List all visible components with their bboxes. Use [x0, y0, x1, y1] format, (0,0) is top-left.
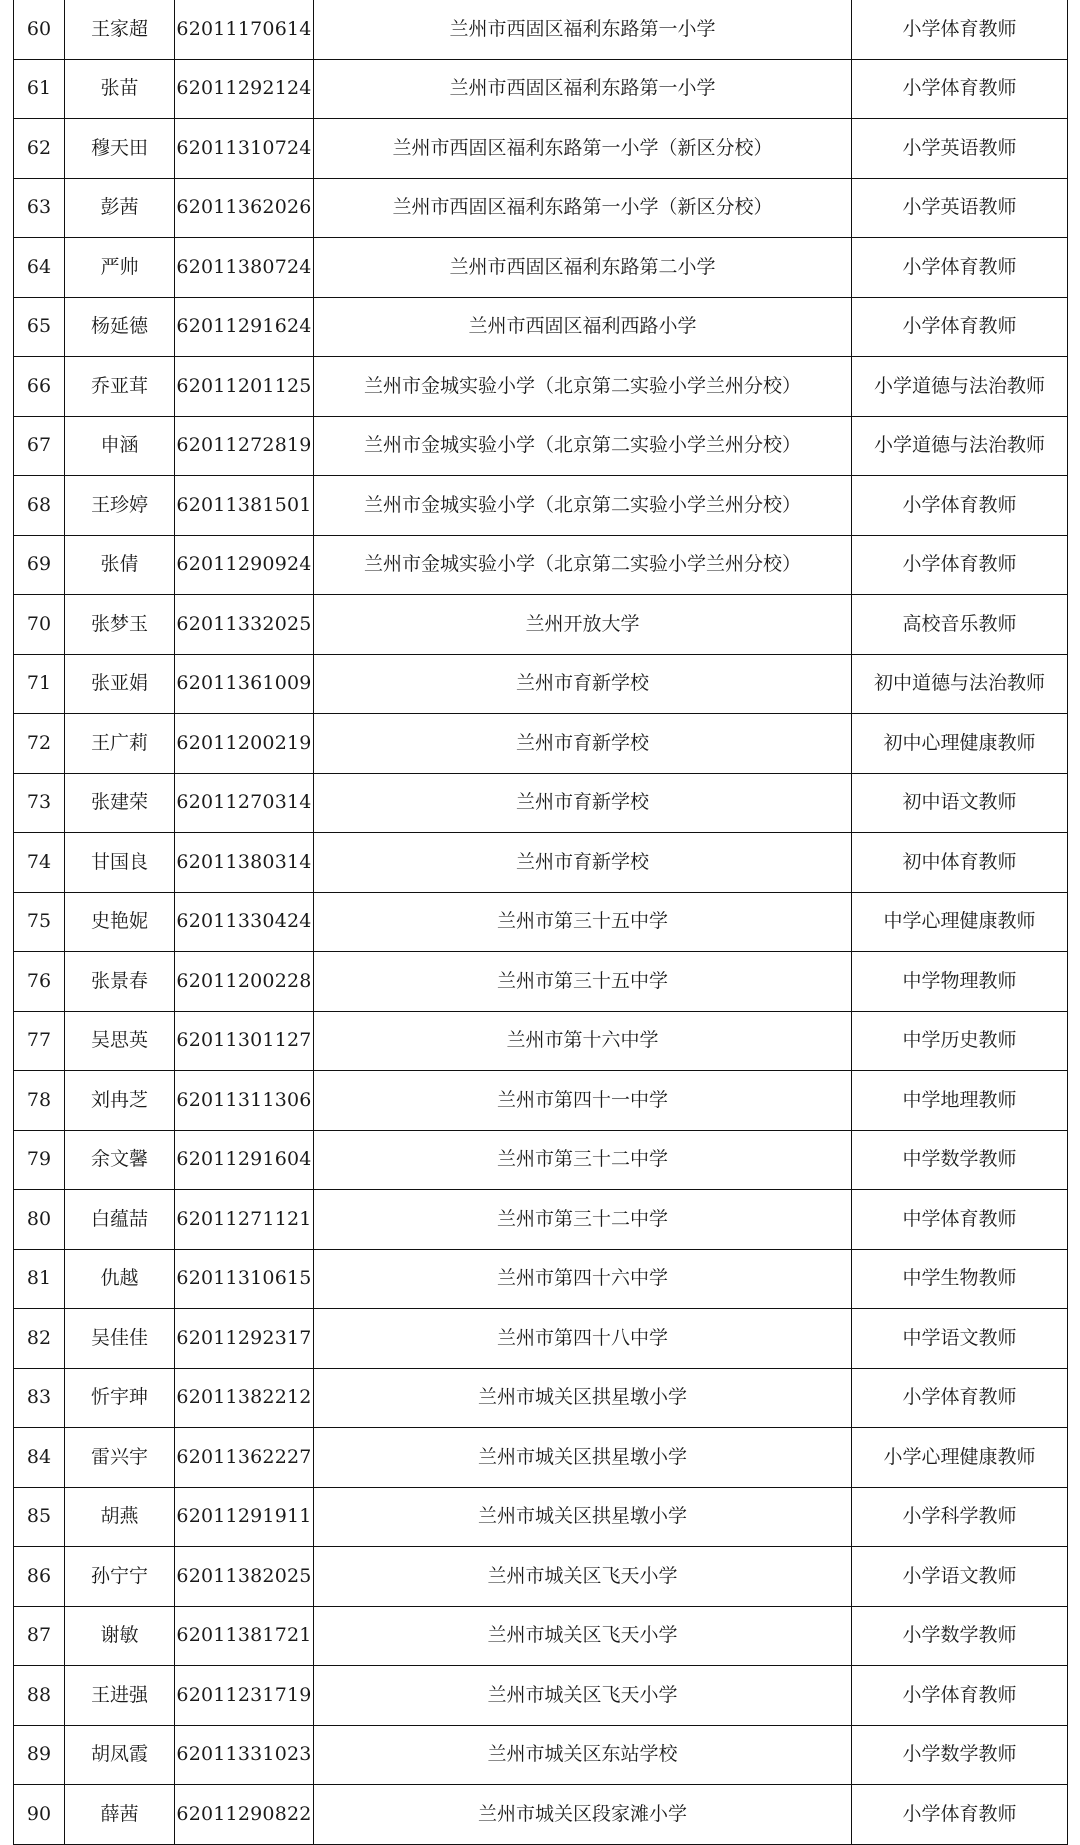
row-number-cell: 85 [14, 1487, 65, 1547]
position-cell: 小学体育教师 [852, 476, 1068, 536]
row-number-cell: 90 [14, 1785, 65, 1845]
row-number-cell: 72 [14, 714, 65, 774]
name-cell: 余文馨 [65, 1130, 175, 1190]
school-cell: 兰州市西固区福利东路第一小学（新区分校） [314, 178, 852, 238]
exam-id-cell: 62011361009 [175, 654, 314, 714]
table-row [14, 0, 1068, 59]
position-cell: 初中道德与法治教师 [852, 654, 1068, 714]
exam-id-cell: 62011291911 [175, 1487, 314, 1547]
school-cell: 兰州市城关区飞天小学 [314, 1606, 852, 1666]
exam-id-cell: 62011301127 [175, 1011, 314, 1071]
school-cell: 兰州市城关区飞天小学 [314, 1666, 852, 1726]
school-cell: 兰州市金城实验小学（北京第二实验小学兰州分校） [314, 476, 852, 536]
position-cell: 小学体育教师 [852, 297, 1068, 357]
row-number-cell: 63 [14, 178, 65, 238]
exam-id-cell: 62011380314 [175, 833, 314, 893]
name-cell: 穆天田 [65, 119, 175, 179]
position-cell: 小学道德与法治教师 [852, 357, 1068, 417]
table-row [14, 238, 1068, 298]
name-cell: 雷兴宇 [65, 1428, 175, 1488]
table-row [14, 1309, 1068, 1369]
row-number-cell: 68 [14, 476, 65, 536]
table-row [14, 119, 1068, 179]
name-cell: 胡燕 [65, 1487, 175, 1547]
table-row [14, 476, 1068, 536]
table-row [14, 59, 1068, 119]
exam-id-cell: 62011380724 [175, 238, 314, 298]
exam-id-cell: 62011382025 [175, 1547, 314, 1607]
school-cell: 兰州市城关区飞天小学 [314, 1547, 852, 1607]
row-number-cell: 69 [14, 535, 65, 595]
name-cell: 王广莉 [65, 714, 175, 774]
table-row [14, 1547, 1068, 1607]
candidate-table [13, 0, 1068, 1845]
row-number-cell: 88 [14, 1666, 65, 1726]
row-number-cell: 60 [14, 0, 65, 59]
position-cell: 小学道德与法治教师 [852, 416, 1068, 476]
position-cell: 中学语文教师 [852, 1309, 1068, 1369]
row-number-cell: 77 [14, 1011, 65, 1071]
school-cell: 兰州市育新学校 [314, 714, 852, 774]
row-number-cell: 86 [14, 1547, 65, 1607]
row-number-cell: 62 [14, 119, 65, 179]
table-row [14, 833, 1068, 893]
school-cell: 兰州市第四十一中学 [314, 1071, 852, 1131]
position-cell: 小学体育教师 [852, 0, 1068, 59]
position-cell: 小学体育教师 [852, 1368, 1068, 1428]
exam-id-cell: 62011201125 [175, 357, 314, 417]
name-cell: 薛茜 [65, 1785, 175, 1845]
exam-id-cell: 62011270314 [175, 773, 314, 833]
name-cell: 乔亚茸 [65, 357, 175, 417]
position-cell: 中学地理教师 [852, 1071, 1068, 1131]
name-cell: 吴思英 [65, 1011, 175, 1071]
row-number-cell: 67 [14, 416, 65, 476]
position-cell: 小学心理健康教师 [852, 1428, 1068, 1488]
position-cell: 初中心理健康教师 [852, 714, 1068, 774]
row-number-cell: 66 [14, 357, 65, 417]
exam-id-cell: 62011291604 [175, 1130, 314, 1190]
exam-id-cell: 62011362026 [175, 178, 314, 238]
school-cell: 兰州市第三十二中学 [314, 1190, 852, 1250]
position-cell: 小学体育教师 [852, 535, 1068, 595]
school-cell: 兰州市西固区福利东路第一小学 [314, 59, 852, 119]
row-number-cell: 61 [14, 59, 65, 119]
table-row [14, 357, 1068, 417]
exam-id-cell: 62011332025 [175, 595, 314, 655]
position-cell: 中学物理教师 [852, 952, 1068, 1012]
position-cell: 小学数学教师 [852, 1606, 1068, 1666]
name-cell: 张梦玉 [65, 595, 175, 655]
position-cell: 小学体育教师 [852, 59, 1068, 119]
school-cell: 兰州市城关区拱星墩小学 [314, 1487, 852, 1547]
table-row [14, 416, 1068, 476]
exam-id-cell: 62011331023 [175, 1725, 314, 1785]
name-cell: 刘冉芝 [65, 1071, 175, 1131]
school-cell: 兰州开放大学 [314, 595, 852, 655]
school-cell: 兰州市金城实验小学（北京第二实验小学兰州分校） [314, 357, 852, 417]
position-cell: 小学科学教师 [852, 1487, 1068, 1547]
exam-id-cell: 62011292317 [175, 1309, 314, 1369]
position-cell: 中学数学教师 [852, 1130, 1068, 1190]
table-row [14, 1071, 1068, 1131]
table-row [14, 297, 1068, 357]
table-row [14, 1249, 1068, 1309]
position-cell: 中学体育教师 [852, 1190, 1068, 1250]
row-number-cell: 70 [14, 595, 65, 655]
school-cell: 兰州市育新学校 [314, 833, 852, 893]
name-cell: 白蕴喆 [65, 1190, 175, 1250]
school-cell: 兰州市城关区拱星墩小学 [314, 1368, 852, 1428]
row-number-cell: 65 [14, 297, 65, 357]
table-row [14, 1130, 1068, 1190]
exam-id-cell: 62011272819 [175, 416, 314, 476]
row-number-cell: 89 [14, 1725, 65, 1785]
name-cell: 张建荣 [65, 773, 175, 833]
name-cell: 孙宁宁 [65, 1547, 175, 1607]
name-cell: 张亚娟 [65, 654, 175, 714]
name-cell: 彭茜 [65, 178, 175, 238]
school-cell: 兰州市城关区段家滩小学 [314, 1785, 852, 1845]
name-cell: 甘国良 [65, 833, 175, 893]
position-cell: 小学数学教师 [852, 1725, 1068, 1785]
position-cell: 初中语文教师 [852, 773, 1068, 833]
school-cell: 兰州市城关区拱星墩小学 [314, 1428, 852, 1488]
position-cell: 中学生物教师 [852, 1249, 1068, 1309]
exam-id-cell: 62011362227 [175, 1428, 314, 1488]
school-cell: 兰州市金城实验小学（北京第二实验小学兰州分校） [314, 416, 852, 476]
table-row [14, 654, 1068, 714]
exam-id-cell: 62011382212 [175, 1368, 314, 1428]
row-number-cell: 78 [14, 1071, 65, 1131]
position-cell: 小学英语教师 [852, 178, 1068, 238]
table-row [14, 1011, 1068, 1071]
position-cell: 小学语文教师 [852, 1547, 1068, 1607]
exam-id-cell: 62011310615 [175, 1249, 314, 1309]
candidate-table-body [14, 0, 1068, 1844]
school-cell: 兰州市育新学校 [314, 773, 852, 833]
exam-id-cell: 62011290822 [175, 1785, 314, 1845]
position-cell: 小学英语教师 [852, 119, 1068, 179]
position-cell: 中学历史教师 [852, 1011, 1068, 1071]
exam-id-cell: 62011291624 [175, 297, 314, 357]
row-number-cell: 64 [14, 238, 65, 298]
row-number-cell: 74 [14, 833, 65, 893]
position-cell: 小学体育教师 [852, 1666, 1068, 1726]
exam-id-cell: 62011231719 [175, 1666, 314, 1726]
table-row [14, 535, 1068, 595]
name-cell: 申涵 [65, 416, 175, 476]
school-cell: 兰州市西固区福利西路小学 [314, 297, 852, 357]
name-cell: 忻宇珅 [65, 1368, 175, 1428]
row-number-cell: 82 [14, 1309, 65, 1369]
table-row [14, 714, 1068, 774]
exam-id-cell: 62011200219 [175, 714, 314, 774]
name-cell: 张苗 [65, 59, 175, 119]
name-cell: 张景春 [65, 952, 175, 1012]
name-cell: 史艳妮 [65, 892, 175, 952]
table-row [14, 773, 1068, 833]
position-cell: 小学体育教师 [852, 1785, 1068, 1845]
table-row [14, 1487, 1068, 1547]
row-number-cell: 75 [14, 892, 65, 952]
exam-id-cell: 62011200228 [175, 952, 314, 1012]
row-number-cell: 76 [14, 952, 65, 1012]
table-row [14, 1428, 1068, 1488]
row-number-cell: 83 [14, 1368, 65, 1428]
row-number-cell: 87 [14, 1606, 65, 1666]
name-cell: 胡凤霞 [65, 1725, 175, 1785]
name-cell: 严帅 [65, 238, 175, 298]
exam-id-cell: 62011170614 [175, 0, 314, 59]
table-row [14, 178, 1068, 238]
name-cell: 吴佳佳 [65, 1309, 175, 1369]
table-row [14, 952, 1068, 1012]
exam-id-cell: 62011310724 [175, 119, 314, 179]
row-number-cell: 73 [14, 773, 65, 833]
exam-id-cell: 62011292124 [175, 59, 314, 119]
row-number-cell: 84 [14, 1428, 65, 1488]
school-cell: 兰州市育新学校 [314, 654, 852, 714]
table-row [14, 1190, 1068, 1250]
name-cell: 王进强 [65, 1666, 175, 1726]
school-cell: 兰州市第三十五中学 [314, 952, 852, 1012]
position-cell: 小学体育教师 [852, 238, 1068, 298]
school-cell: 兰州市金城实验小学（北京第二实验小学兰州分校） [314, 535, 852, 595]
school-cell: 兰州市城关区东站学校 [314, 1725, 852, 1785]
table-row [14, 1725, 1068, 1785]
row-number-cell: 81 [14, 1249, 65, 1309]
position-cell: 中学心理健康教师 [852, 892, 1068, 952]
school-cell: 兰州市第三十五中学 [314, 892, 852, 952]
name-cell: 王珍婷 [65, 476, 175, 536]
school-cell: 兰州市第三十二中学 [314, 1130, 852, 1190]
table-row [14, 595, 1068, 655]
school-cell: 兰州市第十六中学 [314, 1011, 852, 1071]
position-cell: 初中体育教师 [852, 833, 1068, 893]
row-number-cell: 71 [14, 654, 65, 714]
exam-id-cell: 62011330424 [175, 892, 314, 952]
school-cell: 兰州市西固区福利东路第一小学 [314, 0, 852, 59]
exam-id-cell: 62011381501 [175, 476, 314, 536]
school-cell: 兰州市第四十六中学 [314, 1249, 852, 1309]
name-cell: 王家超 [65, 0, 175, 59]
exam-id-cell: 62011381721 [175, 1606, 314, 1666]
exam-id-cell: 62011271121 [175, 1190, 314, 1250]
exam-id-cell: 62011290924 [175, 535, 314, 595]
row-number-cell: 79 [14, 1130, 65, 1190]
table-row [14, 1368, 1068, 1428]
position-cell: 高校音乐教师 [852, 595, 1068, 655]
name-cell: 杨延德 [65, 297, 175, 357]
table-row [14, 1666, 1068, 1726]
row-number-cell: 80 [14, 1190, 65, 1250]
name-cell: 谢敏 [65, 1606, 175, 1666]
table-row [14, 1785, 1068, 1845]
name-cell: 张倩 [65, 535, 175, 595]
school-cell: 兰州市第四十八中学 [314, 1309, 852, 1369]
school-cell: 兰州市西固区福利东路第一小学（新区分校） [314, 119, 852, 179]
table-row [14, 892, 1068, 952]
exam-id-cell: 62011311306 [175, 1071, 314, 1131]
school-cell: 兰州市西固区福利东路第二小学 [314, 238, 852, 298]
table-row [14, 1606, 1068, 1666]
name-cell: 仇越 [65, 1249, 175, 1309]
